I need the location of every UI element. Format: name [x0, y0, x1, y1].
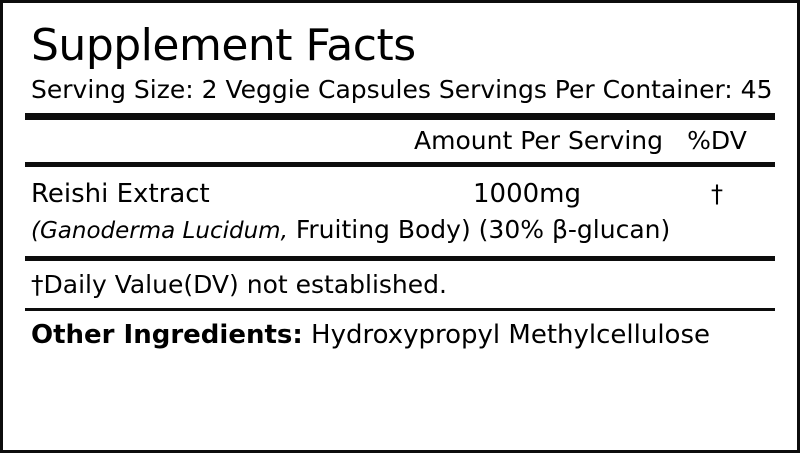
ingredient-source-line: [25, 211, 775, 256]
daily-value-footnote: †Daily Value(DV) not established.: [31, 270, 447, 300]
page-title: Supplement Facts: [31, 20, 416, 71]
ingredient-name: Reishi Extract: [31, 179, 210, 210]
other-ingredients: [25, 311, 775, 354]
other-ingredients-value: Hydroxypropyl Methylcellulose: [311, 320, 710, 351]
serving-size-line: Serving Size: 2 Veggie Capsules Servings Per Container: 45: [31, 75, 773, 105]
ingredient-amount: 1000mg: [473, 179, 581, 210]
ingredient-source-detail: Fruiting Body) (30% β-glucan): [287, 215, 671, 245]
supplement-facts-inner: [3, 3, 797, 354]
column-header-amount: Amount Per Serving: [414, 126, 663, 156]
ingredient-dv: †: [711, 180, 723, 209]
column-headers: [25, 120, 775, 162]
other-ingredients-label: Other Ingredients:: [31, 320, 303, 351]
divider-top-thick: [25, 113, 775, 120]
table-row: [25, 167, 775, 211]
column-header-dv: %DV: [687, 126, 747, 156]
ingredient-latin-name: (Ganoderma Lucidum,: [31, 218, 288, 245]
